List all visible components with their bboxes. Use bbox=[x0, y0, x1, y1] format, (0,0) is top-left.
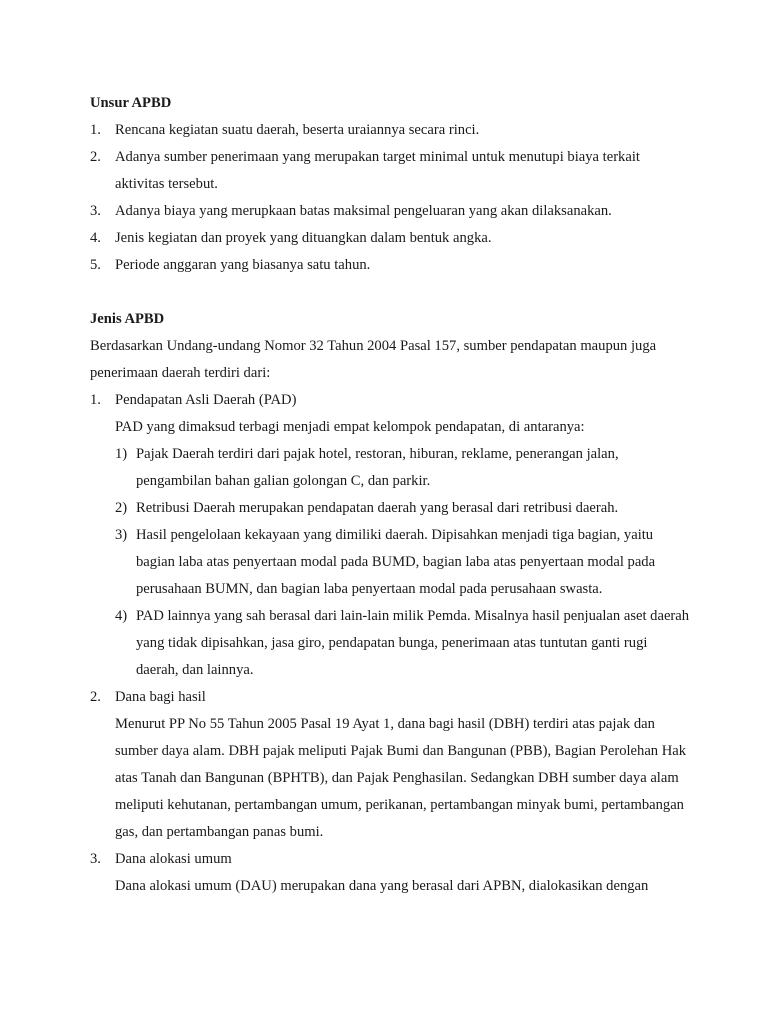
list-number: 2. bbox=[90, 149, 101, 165]
list-item-description: PAD yang dimaksud terbagi menjadi empat kelompok pendapatan, di antaranya: bbox=[115, 419, 585, 435]
unsur-apbd-list bbox=[90, 117, 690, 279]
list-number: 2. bbox=[90, 689, 101, 705]
section-intro: Berdasarkan Undang-undang Nomor 32 Tahun 2004 Pasal 157, sumber pendapatan maupun juga penerimaan daerah terdiri dari: bbox=[90, 338, 657, 381]
list-item-title: Dana bagi hasil bbox=[115, 689, 206, 705]
sublist-item bbox=[115, 495, 690, 522]
sublist-text: Retribusi Daerah merupakan pendapatan daerah yang berasal dari retribusi daerah. bbox=[136, 500, 619, 516]
list-number: 4. bbox=[90, 230, 101, 246]
sublist-item bbox=[115, 441, 690, 495]
list-number: 5. bbox=[90, 257, 101, 273]
sublist-number: 4) bbox=[115, 608, 128, 624]
list-text: Adanya sumber penerimaan yang merupakan target minimal untuk menutupi biaya terkait aktivitas tersebut. bbox=[115, 149, 640, 192]
list-item bbox=[90, 198, 690, 225]
sublist-item bbox=[115, 603, 690, 684]
sublist-item bbox=[115, 522, 690, 603]
list-text: Jenis kegiatan dan proyek yang dituangkan dalam bentuk angka. bbox=[115, 230, 492, 246]
sublist-number: 3) bbox=[115, 527, 128, 543]
document-content bbox=[90, 90, 690, 900]
list-item-title: Pendapatan Asli Daerah (PAD) bbox=[115, 392, 297, 408]
list-item bbox=[90, 225, 690, 252]
list-number: 3. bbox=[90, 203, 101, 219]
list-item-pad bbox=[90, 387, 690, 684]
sublist-number: 1) bbox=[115, 446, 128, 462]
list-text: Rencana kegiatan suatu daerah, beserta uraiannya secara rinci. bbox=[115, 122, 480, 138]
list-item bbox=[90, 144, 690, 198]
sublist-number: 2) bbox=[115, 500, 128, 516]
section-spacer bbox=[90, 279, 690, 306]
list-number: 3. bbox=[90, 851, 101, 867]
list-number: 1. bbox=[90, 392, 101, 408]
list-item-dana-bagi-hasil bbox=[90, 684, 690, 846]
list-item bbox=[90, 252, 690, 279]
section-title-unsur-apbd: Unsur APBD bbox=[90, 95, 172, 111]
pad-sublist bbox=[115, 441, 690, 684]
section-title-jenis-apbd: Jenis APBD bbox=[90, 311, 165, 327]
list-item-description: Menurut PP No 55 Tahun 2005 Pasal 19 Ayat 1, dana bagi hasil (DBH) terdiri atas pajak dan sumber daya alam. DBH pajak meliputi Pajak Bumi dan Bangunan (PBB), Bagian Perolehan Hak atas Tanah dan Bangunan (BPHTB), dan Pajak Penghasilan. Sedangkan DBH sumber daya alam meliputi kehutanan, pertambangan umum, perikanan, pertambangan minyak bumi, pertambangan gas, dan pertambangan panas bumi. bbox=[115, 716, 687, 840]
sublist-text: PAD lainnya yang sah berasal dari lain-lain milik Pemda. Misalnya hasil penjualan aset daerah yang tidak dipisahkan, jasa giro, pendapatan bunga, penerimaan atas tuntutan ganti rugi daerah, dan lainnya. bbox=[136, 608, 690, 678]
list-text: Adanya biaya yang merupkaan batas maksimal pengeluaran yang akan dilaksanakan. bbox=[115, 203, 612, 219]
list-number: 1. bbox=[90, 122, 101, 138]
list-text: Periode anggaran yang biasanya satu tahun. bbox=[115, 257, 371, 273]
list-item-description: Dana alokasi umum (DAU) merupakan dana yang berasal dari APBN, dialokasikan dengan bbox=[115, 878, 649, 894]
sublist-text: Hasil pengelolaan kekayaan yang dimiliki daerah. Dipisahkan menjadi tiga bagian, yaitu bagian laba atas penyertaan modal pada BUMD, bagian laba atas penyertaan modal pada perusahaan BUMN, dan bagian laba penyertaan modal pada perusahaan swasta. bbox=[136, 527, 656, 597]
list-item-title: Dana alokasi umum bbox=[115, 851, 232, 867]
sublist-text: Pajak Daerah terdiri dari pajak hotel, restoran, hiburan, reklame, penerangan jalan, pengambilan bahan galian golongan C, dan parkir. bbox=[136, 446, 619, 489]
jenis-apbd-list bbox=[90, 387, 690, 900]
list-item-dana-alokasi-umum bbox=[90, 846, 690, 900]
list-item bbox=[90, 117, 690, 144]
